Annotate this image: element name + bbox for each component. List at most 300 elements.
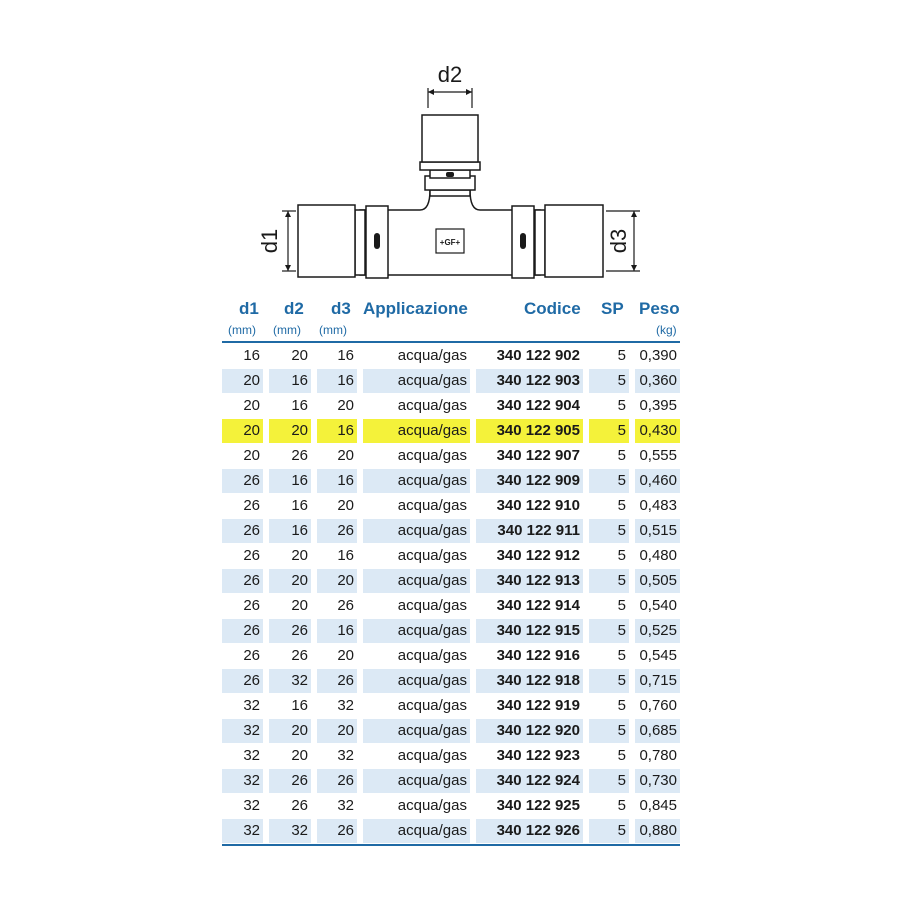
cell-code xyxy=(476,769,583,793)
cell-d1 xyxy=(222,469,263,493)
cell-peso xyxy=(635,444,680,468)
cell-peso-text: 0,390 xyxy=(639,347,677,364)
cell-sp xyxy=(589,719,629,743)
cell-peso-text: 0,685 xyxy=(639,722,677,739)
cell-app xyxy=(363,769,470,793)
cell-d1 xyxy=(222,794,263,818)
cell-d2 xyxy=(269,744,311,768)
cell-d2-text: 16 xyxy=(291,397,308,414)
cell-d3 xyxy=(317,644,357,668)
cell-d1-text: 26 xyxy=(243,547,260,564)
cell-d3 xyxy=(317,694,357,718)
table-row xyxy=(222,469,680,493)
cell-d2-text: 26 xyxy=(291,622,308,639)
cell-d1-text: 26 xyxy=(243,672,260,689)
table-row xyxy=(222,494,680,518)
cell-d2-text: 26 xyxy=(291,772,308,789)
cell-d3-text: 26 xyxy=(337,772,354,789)
cell-d3 xyxy=(317,594,357,618)
cell-app xyxy=(363,419,470,443)
cell-d2 xyxy=(269,594,311,618)
cell-d1-text: 26 xyxy=(243,622,260,639)
table-row xyxy=(222,394,680,418)
table-row xyxy=(222,444,680,468)
cell-sp xyxy=(589,694,629,718)
cell-sp-text: 5 xyxy=(617,647,626,664)
cell-peso xyxy=(635,794,680,818)
cell-d2 xyxy=(269,719,311,743)
branch-neck xyxy=(430,190,470,196)
cell-d1-text: 26 xyxy=(243,597,260,614)
cell-peso-text: 0,505 xyxy=(639,572,677,589)
cell-d2-text: 20 xyxy=(291,722,308,739)
cell-code xyxy=(476,419,583,443)
cell-d3-text: 20 xyxy=(337,497,354,514)
cell-sp xyxy=(589,794,629,818)
cell-sp xyxy=(589,494,629,518)
cell-d1-text: 20 xyxy=(243,397,260,414)
cell-sp-text: 5 xyxy=(617,447,626,464)
cell-d1-text: 20 xyxy=(243,422,260,439)
cell-d2-text: 20 xyxy=(291,747,308,764)
cell-peso xyxy=(635,669,680,693)
header-d3: d3 xyxy=(331,299,351,318)
cell-code xyxy=(476,394,583,418)
cell-peso xyxy=(635,619,680,643)
cell-sp-text: 5 xyxy=(617,672,626,689)
cell-peso xyxy=(635,719,680,743)
cell-d1-text: 20 xyxy=(243,372,260,389)
cell-d1 xyxy=(222,519,263,543)
cell-d1-text: 20 xyxy=(243,447,260,464)
cell-d1 xyxy=(222,769,263,793)
cell-d2-text: 16 xyxy=(291,522,308,539)
cell-d2 xyxy=(269,519,311,543)
cell-sp-text: 5 xyxy=(617,622,626,639)
cell-code xyxy=(476,794,583,818)
cell-code xyxy=(476,544,583,568)
cell-d2-text: 20 xyxy=(291,572,308,589)
cell-d3 xyxy=(317,744,357,768)
cell-app xyxy=(363,794,470,818)
cell-d1 xyxy=(222,719,263,743)
cell-code xyxy=(476,569,583,593)
cell-peso-text: 0,555 xyxy=(639,447,677,464)
table-row xyxy=(222,594,680,618)
header-codice: Codice xyxy=(524,299,581,318)
cell-d3-text: 32 xyxy=(337,697,354,714)
cell-peso-text: 0,480 xyxy=(639,547,677,564)
cell-d1 xyxy=(222,694,263,718)
cell-code-text: 340 122 915 xyxy=(496,622,580,639)
cell-sp xyxy=(589,519,629,543)
cell-peso-text: 0,515 xyxy=(639,522,677,539)
cell-app-text: acqua/gas xyxy=(397,797,467,814)
cell-peso xyxy=(635,394,680,418)
cell-d2-text: 16 xyxy=(291,697,308,714)
cell-d2 xyxy=(269,794,311,818)
table-header xyxy=(222,297,680,343)
cell-sp xyxy=(589,644,629,668)
cell-d2 xyxy=(269,544,311,568)
cell-d3-text: 26 xyxy=(337,672,354,689)
table-row xyxy=(222,719,680,743)
cell-d3 xyxy=(317,619,357,643)
cell-d1 xyxy=(222,569,263,593)
cell-peso xyxy=(635,544,680,568)
cell-d1 xyxy=(222,594,263,618)
header-rule xyxy=(222,341,680,343)
cell-sp xyxy=(589,619,629,643)
cell-peso-text: 0,540 xyxy=(639,597,677,614)
cell-sp-text: 5 xyxy=(617,472,626,489)
cell-app-text: acqua/gas xyxy=(397,522,467,539)
cell-peso xyxy=(635,594,680,618)
cell-d1 xyxy=(222,744,263,768)
table-row xyxy=(222,669,680,693)
cell-peso-text: 0,760 xyxy=(639,697,677,714)
cell-sp xyxy=(589,369,629,393)
cell-d1-text: 16 xyxy=(243,347,260,364)
cell-d3-text: 32 xyxy=(337,797,354,814)
cell-peso xyxy=(635,694,680,718)
cell-sp-text: 5 xyxy=(617,772,626,789)
cell-d3-text: 16 xyxy=(337,422,354,439)
cell-app-text: acqua/gas xyxy=(397,497,467,514)
cell-app-text: acqua/gas xyxy=(397,747,467,764)
product-table xyxy=(222,297,680,846)
left-ring xyxy=(355,210,365,275)
table-row xyxy=(222,644,680,668)
cell-code xyxy=(476,494,583,518)
cell-d3-text: 20 xyxy=(337,397,354,414)
cell-peso xyxy=(635,644,680,668)
cell-sp xyxy=(589,669,629,693)
cell-code xyxy=(476,519,583,543)
cell-app-text: acqua/gas xyxy=(397,822,467,839)
cell-code-text: 340 122 924 xyxy=(496,772,580,789)
cell-d3 xyxy=(317,769,357,793)
header-d1-unit: (mm) xyxy=(228,323,256,337)
cell-app-text: acqua/gas xyxy=(397,572,467,589)
cell-d3-text: 26 xyxy=(337,822,354,839)
cell-peso xyxy=(635,769,680,793)
cell-code-text: 340 122 903 xyxy=(496,372,580,389)
cell-sp xyxy=(589,569,629,593)
d1-label: d1 xyxy=(257,228,282,254)
cell-d1 xyxy=(222,419,263,443)
right-ring xyxy=(535,210,545,275)
d2-label: d2 xyxy=(437,62,463,87)
cell-peso xyxy=(635,344,680,368)
table-row xyxy=(222,744,680,768)
cell-d3-text: 16 xyxy=(337,547,354,564)
cell-peso-text: 0,395 xyxy=(639,397,677,414)
cell-code xyxy=(476,369,583,393)
d3-label: d3 xyxy=(606,228,631,254)
cell-d3 xyxy=(317,394,357,418)
cell-d3-text: 16 xyxy=(337,622,354,639)
cell-d3 xyxy=(317,819,357,843)
cell-sp-text: 5 xyxy=(617,372,626,389)
cell-peso xyxy=(635,494,680,518)
table-row xyxy=(222,419,680,443)
cell-sp-text: 5 xyxy=(617,747,626,764)
cell-d2 xyxy=(269,669,311,693)
cell-app-text: acqua/gas xyxy=(397,347,467,364)
cell-d1-text: 32 xyxy=(243,797,260,814)
cell-peso-text: 0,360 xyxy=(639,372,677,389)
cell-d3 xyxy=(317,344,357,368)
cell-d2 xyxy=(269,444,311,468)
table-row xyxy=(222,619,680,643)
cell-app-text: acqua/gas xyxy=(397,597,467,614)
cell-code xyxy=(476,594,583,618)
cell-code xyxy=(476,469,583,493)
cell-d2-text: 16 xyxy=(291,497,308,514)
cell-app xyxy=(363,644,470,668)
branch-ring-2 xyxy=(420,162,480,170)
cell-code-text: 340 122 916 xyxy=(496,647,580,664)
cell-app xyxy=(363,369,470,393)
cell-d2 xyxy=(269,344,311,368)
cell-app xyxy=(363,469,470,493)
cell-d3-text: 16 xyxy=(337,472,354,489)
header-applicazione: Applicazione xyxy=(363,299,468,318)
cell-d2 xyxy=(269,769,311,793)
cell-code-text: 340 122 913 xyxy=(496,572,580,589)
cell-app xyxy=(363,619,470,643)
cell-d1-text: 26 xyxy=(243,572,260,589)
cell-d1 xyxy=(222,619,263,643)
header-d3-unit: (mm) xyxy=(319,323,347,337)
cell-sp-text: 5 xyxy=(617,497,626,514)
cell-app-text: acqua/gas xyxy=(397,547,467,564)
cell-d2 xyxy=(269,419,311,443)
cell-d2-text: 26 xyxy=(291,647,308,664)
cell-d3 xyxy=(317,544,357,568)
table-row xyxy=(222,344,680,368)
cell-d1-text: 32 xyxy=(243,697,260,714)
cell-code-text: 340 122 926 xyxy=(496,822,580,839)
cell-app-text: acqua/gas xyxy=(397,622,467,639)
cell-d1-text: 32 xyxy=(243,747,260,764)
cell-code xyxy=(476,644,583,668)
cell-code xyxy=(476,819,583,843)
cell-d3 xyxy=(317,444,357,468)
branch-sleeve xyxy=(422,115,478,162)
cell-sp xyxy=(589,594,629,618)
cell-d2-text: 32 xyxy=(291,822,308,839)
cell-code-text: 340 122 902 xyxy=(496,347,580,364)
cell-code-text: 340 122 909 xyxy=(496,472,580,489)
cell-code-text: 340 122 907 xyxy=(496,447,580,464)
cell-sp-text: 5 xyxy=(617,422,626,439)
cell-d1 xyxy=(222,444,263,468)
cell-d2-text: 32 xyxy=(291,672,308,689)
cell-d3-text: 20 xyxy=(337,447,354,464)
cell-app-text: acqua/gas xyxy=(397,772,467,789)
header-d2: d2 xyxy=(284,299,304,318)
cell-peso xyxy=(635,569,680,593)
cell-app-text: acqua/gas xyxy=(397,647,467,664)
cell-app xyxy=(363,819,470,843)
cell-code-text: 340 122 918 xyxy=(496,672,580,689)
cell-app xyxy=(363,544,470,568)
cell-app xyxy=(363,594,470,618)
cell-d3-text: 26 xyxy=(337,522,354,539)
cell-peso-text: 0,545 xyxy=(639,647,677,664)
cell-app xyxy=(363,569,470,593)
cell-peso-text: 0,730 xyxy=(639,772,677,789)
cell-d3-text: 16 xyxy=(337,347,354,364)
cell-d3-text: 20 xyxy=(337,647,354,664)
cell-d3 xyxy=(317,569,357,593)
cell-app-text: acqua/gas xyxy=(397,472,467,489)
cell-code xyxy=(476,344,583,368)
cell-d3 xyxy=(317,794,357,818)
cell-app xyxy=(363,444,470,468)
cell-d3-text: 20 xyxy=(337,722,354,739)
cell-peso-text: 0,845 xyxy=(639,797,677,814)
cell-app-text: acqua/gas xyxy=(397,422,467,439)
cell-d2 xyxy=(269,694,311,718)
cell-d2-text: 26 xyxy=(291,797,308,814)
cell-sp-text: 5 xyxy=(617,722,626,739)
cell-peso-text: 0,483 xyxy=(639,497,677,514)
header-peso-unit: (kg) xyxy=(656,323,677,337)
cell-d2-text: 20 xyxy=(291,422,308,439)
cell-d1 xyxy=(222,369,263,393)
cell-sp xyxy=(589,769,629,793)
cell-d2-text: 16 xyxy=(291,372,308,389)
header-peso: Peso xyxy=(639,299,680,318)
cell-code-text: 340 122 912 xyxy=(496,547,580,564)
cell-app xyxy=(363,719,470,743)
left-sleeve xyxy=(298,205,355,277)
cell-code-text: 340 122 905 xyxy=(496,422,580,439)
cell-peso-text: 0,525 xyxy=(639,622,677,639)
cell-app xyxy=(363,744,470,768)
cell-d2 xyxy=(269,569,311,593)
cell-peso xyxy=(635,369,680,393)
gf-logo-icon: +GF+ xyxy=(439,238,461,247)
cell-app xyxy=(363,494,470,518)
cell-code-text: 340 122 911 xyxy=(497,522,580,539)
cell-d1-text: 26 xyxy=(243,522,260,539)
cell-d3 xyxy=(317,719,357,743)
cell-app-text: acqua/gas xyxy=(397,447,467,464)
cell-app-text: acqua/gas xyxy=(397,697,467,714)
cell-d3 xyxy=(317,419,357,443)
cell-sp xyxy=(589,394,629,418)
cell-d1 xyxy=(222,544,263,568)
cell-d1 xyxy=(222,819,263,843)
cell-d2 xyxy=(269,619,311,643)
cell-sp-text: 5 xyxy=(617,697,626,714)
cell-d1 xyxy=(222,344,263,368)
cell-peso-text: 0,430 xyxy=(639,422,677,439)
table-body xyxy=(222,344,680,843)
cell-code-text: 340 122 914 xyxy=(496,597,580,614)
cell-code-text: 340 122 919 xyxy=(496,697,580,714)
cell-peso-text: 0,880 xyxy=(639,822,677,839)
cell-code xyxy=(476,744,583,768)
cell-sp-text: 5 xyxy=(617,597,626,614)
cell-sp xyxy=(589,344,629,368)
cell-sp xyxy=(589,419,629,443)
cell-d1-text: 26 xyxy=(243,647,260,664)
table-row xyxy=(222,819,680,843)
cell-code-text: 340 122 920 xyxy=(496,722,580,739)
cell-d1-text: 32 xyxy=(243,722,260,739)
cell-d2 xyxy=(269,369,311,393)
cell-d3-text: 16 xyxy=(337,372,354,389)
cell-code-text: 340 122 925 xyxy=(496,797,580,814)
table-row xyxy=(222,369,680,393)
cell-d2 xyxy=(269,819,311,843)
cell-app xyxy=(363,694,470,718)
cell-d1-text: 32 xyxy=(243,772,260,789)
cell-app xyxy=(363,669,470,693)
cell-d2-text: 20 xyxy=(291,547,308,564)
cell-d2 xyxy=(269,494,311,518)
cell-sp xyxy=(589,544,629,568)
cell-sp xyxy=(589,744,629,768)
table-row xyxy=(222,519,680,543)
cell-d2 xyxy=(269,644,311,668)
cell-code xyxy=(476,719,583,743)
cell-d3 xyxy=(317,494,357,518)
cell-d2 xyxy=(269,469,311,493)
cell-d3-text: 26 xyxy=(337,597,354,614)
cell-d3 xyxy=(317,369,357,393)
table-row xyxy=(222,694,680,718)
cell-peso xyxy=(635,469,680,493)
cell-d1-text: 26 xyxy=(243,497,260,514)
cell-app xyxy=(363,344,470,368)
cell-code-text: 340 122 910 xyxy=(496,497,580,514)
cell-sp-text: 5 xyxy=(617,397,626,414)
cell-peso xyxy=(635,519,680,543)
cell-d1 xyxy=(222,644,263,668)
table-bottom-rule xyxy=(222,844,680,846)
cell-sp xyxy=(589,469,629,493)
table-row xyxy=(222,794,680,818)
cell-d3-text: 20 xyxy=(337,572,354,589)
cell-d3 xyxy=(317,469,357,493)
cell-d3-text: 32 xyxy=(337,747,354,764)
cell-d1-text: 26 xyxy=(243,472,260,489)
cell-sp xyxy=(589,444,629,468)
cell-app-text: acqua/gas xyxy=(397,722,467,739)
cell-d1-text: 32 xyxy=(243,822,260,839)
cell-d1 xyxy=(222,669,263,693)
cell-d3 xyxy=(317,669,357,693)
cell-sp xyxy=(589,819,629,843)
cell-d1 xyxy=(222,394,263,418)
cell-peso xyxy=(635,419,680,443)
tee-fitting-diagram xyxy=(0,0,900,300)
cell-sp-text: 5 xyxy=(617,547,626,564)
cell-app-text: acqua/gas xyxy=(397,372,467,389)
cell-d2-text: 20 xyxy=(291,597,308,614)
cell-app xyxy=(363,519,470,543)
cell-d3 xyxy=(317,519,357,543)
cell-d2 xyxy=(269,394,311,418)
table-row xyxy=(222,769,680,793)
cell-peso xyxy=(635,744,680,768)
